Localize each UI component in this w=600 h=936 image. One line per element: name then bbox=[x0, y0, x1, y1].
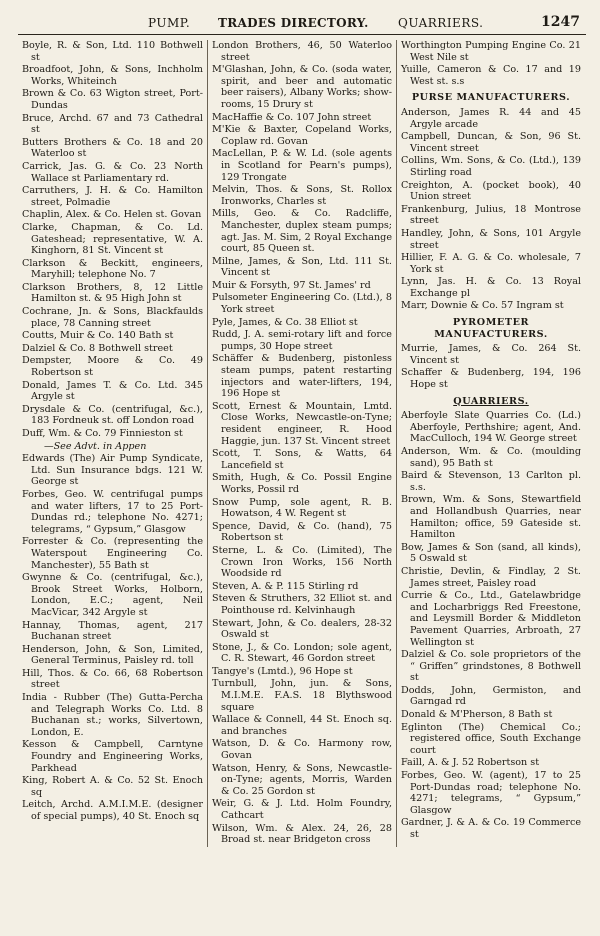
directory-entry: Brown, Wm. & Sons, Stewartfield and Hollandbush Quarries, near Hamilton; office, 59 Gateside st. Hamilton bbox=[401, 494, 581, 541]
directory-entry: Sterne, L. & Co. (Limited), The Crown Iron Works, 156 North Woodside rd bbox=[212, 544, 392, 580]
directory-entry: Duff, Wm. & Co. 79 Finnieston st bbox=[22, 428, 183, 439]
directory-entry: Faill, A. & J. 52 Robertson st bbox=[401, 757, 540, 769]
directory-entry: Turnbull, John, jun. & Sons, M.I.M.E. F.A.S. 18 Blythswood square bbox=[212, 678, 392, 713]
directory-entry: Dalziel & Co. sole proprietors of the “ Griffen” grindstones, 8 Bothwell st bbox=[401, 649, 581, 684]
directory-entry: Wilson, Wm. & Alex. 24, 26, 28 Broad st. near Bridgeton cross bbox=[212, 822, 392, 846]
directory-entry: Clarkson Brothers, 8, 12 Little Hamilton st. & 95 High John st bbox=[22, 281, 203, 305]
directory-entry: Worthington Pumping Engine Co. 21 West Nile st bbox=[401, 40, 581, 63]
directory-entry: Broadfoot, John, & Sons, Inchholm Works, Whiteinch bbox=[22, 64, 203, 87]
directory-entry: Forbes, Geo. W. (agent), 17 to 25 Port-Dundas road; telephone No. 4271; telegrams, “ Gypsum,” Glasgow bbox=[401, 770, 581, 816]
directory-entry: Clarkson & Beckitt, engineers, Maryhill; telephone No. 7 bbox=[22, 257, 203, 281]
directory-entry: Mills, Geo. & Co. Radcliffe, Manchester, duplex steam pumps; agt. Jas. M. Sim, 2 Royal Exchange court, 85 Queen st. bbox=[212, 208, 392, 255]
column-2 bbox=[207, 40, 396, 847]
directory-entry: Stewart, John, & Co. dealers, 28-32 Oswald st bbox=[212, 617, 392, 641]
directory-entry: Gardner, J. & A. & Co. 19 Commerce st bbox=[401, 817, 581, 840]
directory-entry: Gwynne & Co. (centrifugal, &c.), Brook Street Works, Holborn, London, E.C.; agent, Neil MacVicar, 342 Argyle st bbox=[22, 572, 203, 618]
directory-entry: Scott, T. Sons, & Watts, 64 Lancefield st bbox=[212, 448, 392, 471]
directory-entry: Donald, James T. & Co. Ltd. 345 Argyle st bbox=[22, 379, 203, 403]
header-right-keyword: QUARRIERS. bbox=[398, 16, 484, 30]
directory-entry: Hill, Thos. & Co. 66, 68 Robertson street bbox=[22, 667, 203, 691]
directory-entry: Handley, John, & Sons, 101 Argyle street bbox=[401, 227, 581, 251]
directory-entry: Leitch, Archd. A.M.I.M.E. (designer of special pumps), 40 St. Enoch sq bbox=[22, 799, 203, 822]
directory-entry: Clarke, Chapman, & Co. Ld. Gateshead; representative, W. A. Kinghorn, 81 St. Vincent st bbox=[22, 221, 203, 257]
directory-entry: Henderson, John, & Son, Limited, General Terminus, Paisley rd. toll bbox=[22, 643, 203, 667]
section-heading: PURSE MANUFACTURERS. bbox=[411, 92, 571, 104]
directory-entry: Milne, James, & Son, Ltd. 111 St. Vincent st bbox=[212, 255, 392, 279]
directory-entry: Weir, G. & J. Ltd. Holm Foundry, Cathcart bbox=[212, 798, 392, 821]
directory-entry: Bruce, Archd. 67 and 73 Cathedral st bbox=[22, 112, 203, 136]
header-title: TRADES DIRECTORY. bbox=[218, 16, 369, 30]
directory-entry: Dodds, John, Germiston, and Garngad rd bbox=[401, 684, 581, 708]
directory-entry: Edwards (The) Air Pump Syndicate, Ltd. Sun Insurance bdgs. 121 W. George st bbox=[22, 453, 203, 488]
directory-entry: Schäffer & Budenberg, pistonless steam pumps, patent restarting injectors and water-lifters, 194, 196 Hope st bbox=[212, 353, 392, 400]
directory-entry: Eglinton (The) Chemical Co.; registered office, South Exchange court bbox=[401, 721, 581, 756]
directory-entry: Brown & Co. 63 Wigton street, Port-Dundas bbox=[22, 88, 203, 111]
directory-entry: Wallace & Connell, 44 St. Enoch sq. and branches bbox=[212, 714, 392, 737]
directory-entry: Spence, David, & Co. (hand), 75 Robertson st bbox=[212, 520, 392, 544]
directory-entry: Carrick, Jas. G. & Co. 23 North Wallace st Parliamentary rd. bbox=[22, 160, 203, 184]
directory-entry: Christie, Devlin, & Findlay, 2 St. James street, Paisley road bbox=[401, 565, 581, 589]
directory-entry: Marr, Downie & Co. 57 Ingram st bbox=[401, 300, 564, 312]
directory-entry: Bow, James & Son (sand, all kinds), 5 Oswald st bbox=[401, 541, 581, 565]
directory-columns bbox=[18, 40, 586, 847]
directory-entry: London Brothers, 46, 50 Waterloo street bbox=[212, 40, 392, 63]
directory-entry: M'Glashan, John, & Co. (soda water, spirit, and beer and automatic beer raisers), Albany Works; show-rooms, 15 Drury st bbox=[212, 64, 392, 110]
directory-entry: Anderson, James R. 44 and 45 Argyle arcade bbox=[401, 106, 581, 130]
directory-entry: Drysdale & Co. (centrifugal, &c.), 183 Fordneuk st. off London road bbox=[22, 403, 203, 427]
directory-entry: Lynn, Jas. H. & Co. 13 Royal Exchange pl bbox=[401, 276, 581, 299]
page-header bbox=[18, 12, 586, 35]
directory-entry: Steven, A. & P. 115 Stirling rd bbox=[212, 580, 359, 592]
directory-entry: Chaplin, Alex. & Co. Helen st. Govan bbox=[22, 209, 202, 221]
directory-entry: Forbes, Geo. W. centrifugal pumps and water lifters, 17 to 25 Port-Dundas rd.; telephone No. 4271; telegrams, “ Gypsum,” Glasgow bbox=[22, 488, 203, 535]
directory-entry: Carruthers, J. H. & Co. Hamilton street, Polmadie bbox=[22, 185, 203, 208]
column-3 bbox=[396, 40, 585, 847]
directory-entry: Melvin, Thos. & Sons, St. Rollox Ironworks, Charles st bbox=[212, 184, 392, 207]
section-heading: QUARRIERS. bbox=[453, 395, 529, 407]
directory-entry: MacLellan, P. & W. Ld. (sole agents in Scotland for Pearn's pumps), 129 Trongate bbox=[212, 148, 392, 183]
directory-entry: Collins, Wm. Sons, & Co. (Ltd.), 139 Stirling road bbox=[401, 155, 581, 178]
directory-entry: Forrester & Co. (representing the Waterspout Engineering Co. Manchester), 55 Bath st bbox=[22, 536, 203, 571]
directory-entry: Anderson, Wm. & Co. (moulding sand), 95 Bath st bbox=[401, 446, 581, 469]
directory-entry: Watson, Henry, & Sons, Newcastle-on-Tyne; agents, Morris, Warden & Co. 25 Gordon st bbox=[212, 762, 392, 797]
directory-entry: M'Kie & Baxter, Copeland Works, Coplaw rd. Govan bbox=[212, 124, 392, 147]
directory-entry: India - Rubber (The) Gutta-Percha and Telegraph Works Co. Ltd. 8 Buchanan st.; works, Silvertown, London, E. bbox=[22, 692, 203, 738]
directory-entry: Stone, J., & Co. London; sole agent, C. R. Stewart, 46 Gordon street bbox=[212, 641, 392, 665]
directory-entry: Snow Pump, sole agent, R. B. Howatson, 4 W. Regent st bbox=[212, 496, 392, 520]
directory-entry: Aberfoyle Slate Quarries Co. (Ld.) Aberfoyle, Perthshire; agent, And. MacCulloch, 194 W. George street bbox=[401, 410, 581, 445]
directory-entry: Boyle, R. & Son, Ltd. 110 Bothwell st bbox=[22, 40, 203, 63]
directory-entry: Butters Brothers & Co. 18 and 20 Waterloo st bbox=[22, 136, 203, 160]
advert-note: —See Advt. in Appen bbox=[44, 440, 147, 452]
directory-entry: Creighton, A. (pocket book), 40 Union street bbox=[401, 179, 581, 203]
directory-entry: Rudd, J. A. semi-rotary lift and force pumps, 30 Hope street bbox=[212, 329, 392, 352]
directory-entry: Schaffer & Budenberg, 194, 196 Hope st bbox=[401, 367, 581, 391]
directory-entry: Dalziel & Co. 8 Bothwell street bbox=[22, 342, 173, 354]
page-number: 1247 bbox=[541, 14, 580, 30]
directory-entry: Campbell, Duncan, & Son, 96 St. Vincent street bbox=[401, 131, 581, 154]
directory-entry: Currie & Co., Ltd., Gatelawbridge and Locharbriggs Red Freestone, and Leysmill Border & Middleton Pavement Quarries, Arbroath, 27 Wellington st bbox=[401, 590, 581, 648]
directory-entry: Muir & Forsyth, 97 St. James' rd bbox=[212, 279, 371, 291]
directory-entry: Watson, D. & Co. Harmony row, Govan bbox=[212, 738, 392, 762]
directory-entry: Tangye's (Lmtd.), 96 Hope st bbox=[212, 665, 353, 677]
directory-entry: Murrie, James, & Co. 264 St. Vincent st bbox=[401, 343, 581, 366]
directory-entry: Coutts, Muir & Co. 140 Bath st bbox=[22, 330, 174, 342]
directory-entry: Pulsometer Engineering Co. (Ltd.), 8 York street bbox=[212, 292, 392, 316]
directory-entry: Donald & M'Pherson, 8 Bath st bbox=[401, 709, 553, 721]
directory-entry: Steven & Struthers, 32 Elliot st. and Pointhouse rd. Kelvinhaugh bbox=[212, 593, 392, 616]
directory-entry: Smith, Hugh, & Co. Possil Engine Works, Possil rd bbox=[212, 472, 392, 495]
directory-entry: King, Robert A. & Co. 52 St. Enoch sq bbox=[22, 775, 203, 798]
directory-entry: Dempster, Moore & Co. 49 Robertson st bbox=[22, 355, 203, 379]
header-left-keyword: PUMP. bbox=[148, 16, 191, 30]
directory-entry: Baird & Stevenson, 13 Carlton pl. s.s. bbox=[401, 470, 581, 493]
section-heading: PYROMETER MANUFACTURERS. bbox=[434, 317, 548, 340]
directory-entry: MacHaffie & Co. 107 John street bbox=[212, 111, 372, 123]
column-1 bbox=[18, 40, 207, 847]
directory-entry: Pyle, James, & Co. 38 Elliot st bbox=[212, 316, 358, 328]
directory-entry: Frankenburg, Julius, 18 Montrose street bbox=[401, 203, 581, 227]
directory-entry: Hillier, F. A. G. & Co. wholesale, 7 York st bbox=[401, 252, 581, 275]
directory-entry: Kesson & Campbell, Carntyne Foundry and Engineering Works, Parkhead bbox=[22, 739, 203, 774]
directory-entry: Hannay, Thomas, agent, 217 Buchanan street bbox=[22, 619, 203, 643]
directory-entry: Scott, Ernest & Mountain, Lmtd. Close Works, Newcastle-on-Tyne; resident engineer, R. Hood Haggie, jun. 137 St. Vincent street bbox=[212, 400, 392, 447]
directory-entry: Cochrane, Jn. & Sons, Blackfaulds place, 78 Canning street bbox=[22, 306, 203, 329]
directory-entry: Yuille, Cameron & Co. 17 and 19 West st. s.s bbox=[401, 64, 581, 87]
